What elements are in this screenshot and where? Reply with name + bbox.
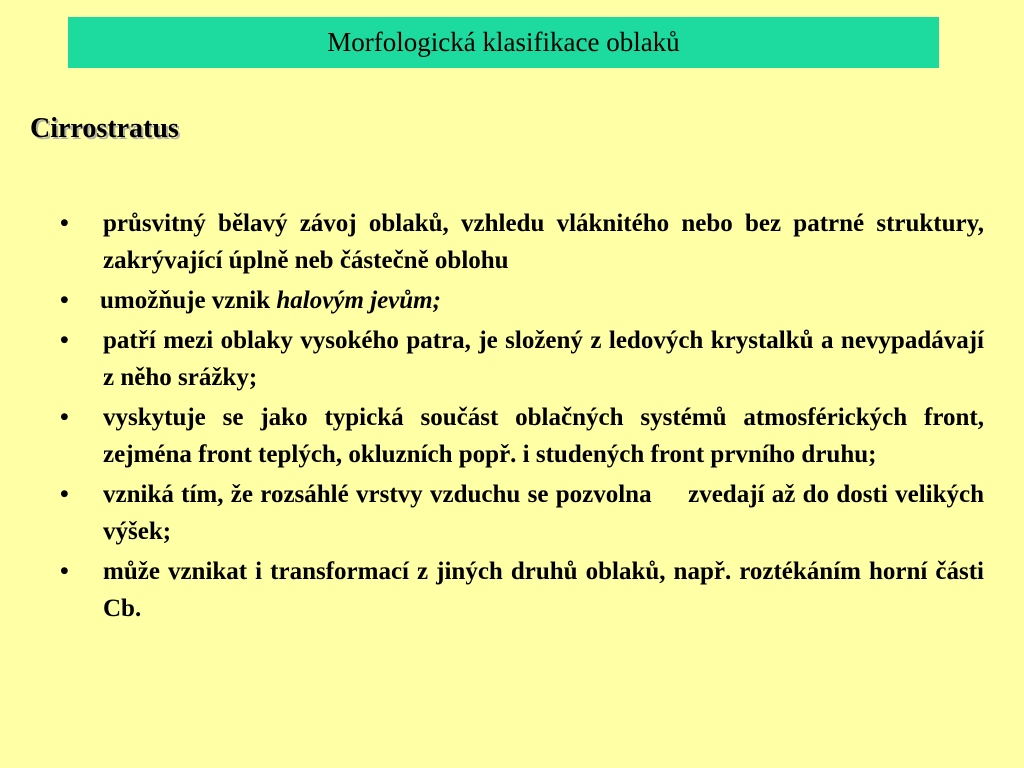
bullet-text: vzniká tím, že rozsáhlé vrstvy vzduchu se pozvolna zvedají až do dosti velikých výšek; (103, 481, 991, 545)
bullet-text: vyskytuje se jako typická součást oblačných systémů atmosférických front, zejména front teplých, okluzních popř. i studených front prvního druhu; (103, 404, 984, 468)
bullet-text: patří mezi oblaky vysokého patra, je složený z ledových krystalků a nevypadávají z něho srážky; (103, 327, 984, 391)
bullet-text-italic: halovým jevům; (276, 287, 441, 314)
bullet-item (60, 322, 984, 396)
bullet-list (60, 205, 991, 630)
slide-title: Morfologická klasifikace oblaků (327, 27, 680, 57)
bullet-icon: • (60, 287, 69, 314)
bullet-icon: • (60, 481, 69, 508)
title-bar (68, 17, 939, 68)
bullet-icon: • (60, 404, 69, 431)
bullet-text: může vznikat i transformací z jiných druhů oblaků, např. roztékáním horní části Cb. (103, 558, 984, 622)
bullet-text: umožňuje vznik (100, 287, 277, 314)
bullet-icon: • (60, 327, 69, 354)
bullet-item (60, 476, 991, 550)
bullet-icon: • (60, 210, 69, 237)
slide-subtitle: Cirrostratus (30, 113, 179, 144)
bullet-item (60, 282, 984, 319)
bullet-text: průsvitný bělavý závoj oblaků, vzhledu vláknitého nebo bez patrné struktury, zakrývající úplně neb částečně oblohu (103, 210, 984, 274)
bullet-icon: • (60, 558, 69, 585)
bullet-item (60, 553, 984, 627)
bullet-item (60, 205, 984, 279)
bullet-item (60, 399, 984, 473)
